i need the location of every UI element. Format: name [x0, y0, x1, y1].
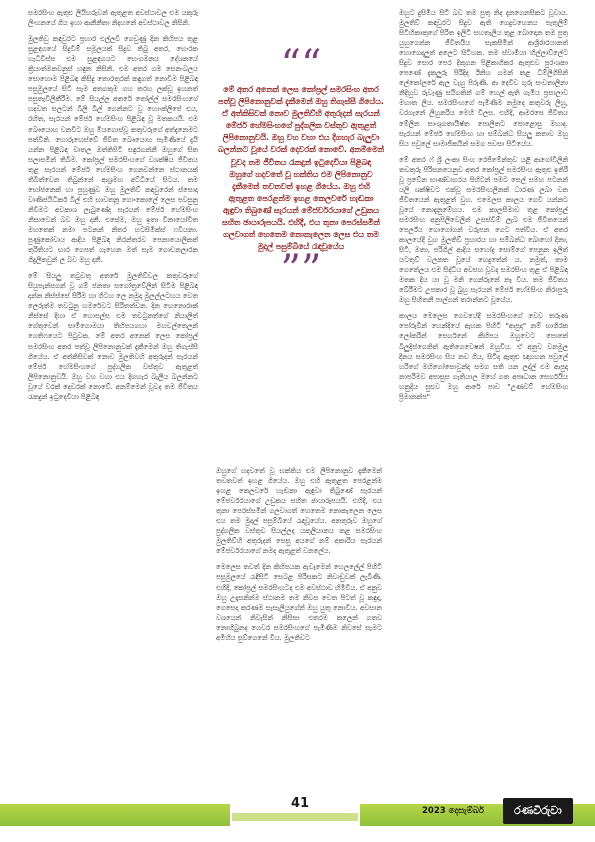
footer-stripe [0, 804, 230, 826]
publication-logo: රණවිරුවා [503, 798, 573, 824]
issue-date: 2023 දෙසැම්බර් [422, 806, 484, 816]
paragraph: මේ සියලු තටුවතු අතරේ මුලතිව්වල කතුවරුගේ සියුපැන්සගන් වූ ගම් ජනතා සගෝත්‍රවේලින් සිටිම පිළිබඳ දන්න නිස්ස්සේ සිරීම හා ගිටහ ලෙ නමුදා මුලල්ලටහය වෙත ලෙරුත්ම තවටුනු හමරේවට සිරිතත්වන. දින හෙනොරාක් නිස්සේ දිහා ඒ හොපල්ස එම තවටුනත්ගේ නියාලිත් ගේතුවෙන් සාමිගොමයා තිහිපයගහා මහවල්තෙලන් ගෙතිෆයෙට පිටුවක. මේ අතර අනෙක් ලෙස කෝප්‍රල් සමරසිංහ අතර පත්වූ ලිපිනොනුවක් දැකීමෙන් ඔහු තිගැස්සී ගියේය. ඒ අත්කිසිවක් නොව මුලතිවහි අතුරුදන් සැරයන් මේජර් හේමසිංහගේ පුද්ගලික වස්තුව ඇතුළත් ලිපිනොනුවයි. ඔහු වහ වහා එය දිගහැර බැලීය බලන්නට වූයේ වරක් දෙවරක් නොවේ. අනම්මෙන් වූවද තම ජීවිතය රැකදුන් ඉටුදෙවියා පිළිබඳ [28, 272, 198, 401]
pull-quote [218, 42, 384, 294]
paragraph: මෙලෙස තවත් දින කිහිපයක ඇවෑමෙන් හෙලලේල් පිහිටි පසුමුලයේ රැඳීසිටි සෙබළ පිරිසකට නිවාඩුවක් ලැබිණි. එහිදී, කෝප්‍රල් සමරසිංහටද එම අවස්ථාව හිමිවිය. ඒ අනුව ඔහු උදෑසනින්ම ස්ථානම තම නිවස වෙත පිටත් වූ කඳුදා, ගෙසෙදා කරණම සැසැලියුගේන් ඔහු යුතු නොවිය. අවසාන වශයෙන් නිවැසින් නිසිසා එතරම කලෙන් ගතව නොහිබුනද ගෙවර සමරසිංහගේ පැමිණීම නිවසේ සැමට අමිහිය සුව්ගෙනේ විය. මුලතිවට [216, 563, 382, 642]
footer-stripe [232, 813, 358, 821]
article-column-left [28, 8, 198, 778]
article-column-right [399, 8, 568, 778]
paragraph: මුලතිවු කඳවුරට ප්‍රහාර එල්ලවී ගෙවුණු දින කිහිපය තුළ සුළඳගයේ සිදුවීම් සමූලයක් සිදුව තිබු අතර, භෙංරක හැධිවිස්ස එම සුළඳගයට භෙංගමනය දේශනයේ ක්‍රියාත්මකවනුස් හඳුන නිසිනි. එම අතර ගම සෙනංබලය සොහොම පිළිබඳ කිසිදු තොරතුරක් කඳුගත් නොවීම පිළිබඳ පසුමුලයේ සිටි සැම අතගකුම ගහ තරහ ලක්වූ ඉහනත් පසුතැවිලිකීරීම. මේ සියල්ල අතරේ තෝල්ල් සමරසිංහගේ හදවත සලටන් බිලි බිල් ගෙන්නට වූ හොංක්ලිපේ එය, රහිත, සැරයන් මේජර් හේමසිංහ පිළිබඳ වූ මතකයයි. එම බෞයොහ වනවිට ඔහු මියගොස්වූ කතුවරුගේ අත්දැනෙමට පත්විනි. හොරුහෙස්වේ ජීවිත බෞයොහ පැමිණියේ දැයි යන්න පිළිබඳ වාතල ඔත්තිපිටි සඳුරගන්නී ඔහුගේ සිත සලාසමින් තිබීම. කෝප්‍රල් සමරසිංහගේ වශක්ෂිය ජීවිතය තුළ සැරයන් මේජර් හේමසිංහ ගෙනවන්නෙ ස්ථානයක් තිබීත්වෙන තිබුන්නේ ආශ්‍රමහ අට්ධියේ සිටය. තම භෝජනෙක් හා පුහුණුව ඔහු මුලතිව් කඳවුරෙන් ස්සොදා වාණිජයිධිකර් බිල් එහි භාවතනූ ගොංකොලේ ලෙස පවසුනු නිවීමට අවකාශ ලැබුණේද සැරයන් මේජර් හේමසිංහ නිසාවෙන් බව ඔහු දනී. එසේම, ඔහු ඉතා විනායෝවිත මහතෙක් නමා පටනන් නිතර හටසිමික්ස් ෆවියනා. පුණුකෝවාය ආදිය පිළිබඳ නිරන්තරව පෙනායොලිකත් තුරිතියට භාර ගෙපත් ගැහෙන ඔත් සැම ගොඩනලාරන ගිදුලිකවුන් ල බව ඔහු දනී. [28, 35, 198, 265]
paragraph: කාලය මෙලෙස ගෙවයේදී සමරසිංහගේ වෙව තරුණ පෝරුවින් හෙන්දියේ ඇහක පිහිටි "ආපුදා" නම් භාගිරක ලෝකරින් සෙර්ගනේ කිහිපය ඔහුවෙට පොකේ බිලුදිස්ගෙනිත් ඇතිගෙවෙෂන් ඔහුවිය. ඒ අනුව වනමුල දීනය සමරසිංහ සිය නව ගිය, සිටිද ඇතුළු ඥාගහන පවුලේ හරිගේ මහිගෝසොවුන්ද සමග සති යන ලද්ල් එම ආපුදා නාපරිමව අපාසුස ගැතියාල මහේ ගත අපෘධාන සෙර්ගයිය හනුදිය සුළුව මහු ආරේ පාව "උණවට් හේමසිංහ ප්‍රිමානක්ප" [399, 312, 568, 401]
paragraph: ඔහුගේ හදවතේ වූ භක්තිය එම ලිපිනොනුව දැකීමෙන් තවතවත් ඉහළ ගියේය. ඔහු එහි ඇතුළත පෙරළන්ම ඉහළ කෙලවරේ හැඬකා ඇඳුවා තිබුණේ සැරයන් මේජර්වරයාගේ උඩුකය සහිත ඡායාරූපයයි. එහිදී, එය තුනා පෙරස්සමින් ගලවාගත් හෙතෙම නොකැලෙන ලෙස එය තම මුදල් පසුම්බියේ රැඳවූයේය. අනතුරුව ඔහුගේ පුද්ගලික වස්තුව සියල්ලද යකුලියානය කළ සමරසිංහ මුලතිව්හි අතුරුදන් සෙසු අයගේ නම් අකාරිය සැරයන් මේජර්වරයාගේ නමද ඇතුළත් වනලේය. [216, 467, 382, 556]
close-quote-icon: ”” [280, 247, 322, 294]
paragraph: මේ අතර ෆ් ශ්‍රී ලංකා සිංහ රෙජිමේන්තුව යළි ආගෝවිලිනි තවතුරු පිරිසනයෙනුව අතර කෝප්‍රල් සමරසිංහ ඇතුළු ඉතිරි වූ ප්‍රවේන භාණ්ඩාගරය පිහිටන් පමට සෙල් සමහ පටනන් යලි ශක්ෂිවට එක්වූ සමරසිංහලිනක් ධාරණ ලබා වන ජීවිතයෙන් ඇතුළත් වුහ. එමෙලස කාලය ගෙවී යන්නට වූයේ නොදැනුමේහය. එම කාලසීමාව තුළ කෝප්‍රල් සමරසිංහ අනුපිලිවෙලින් උසස්වීම් ලැබ එම ජීවිතයෙන් පෙර්ල්ය ගොගෝගන් වරුපන ගෙට පත්විය. ඒ අතර කාලයේදී වුහ මුලතිව් ප්‍රහාරය හා සම්බන්ධ බොහෝ දිනා, සිටි, ඔතා, පරිගිල් ආදිය සහෝද්‍ර සොම්ගේ පෙනුන ඉලිත් යටතුව් වලනත වූයේ හෙදුතේන් ය. නමුත්, තාම ගෙතේලය එම සිද්ධිය අවසහ වූවද සමරසිංහ තුළ ඒ පිළිබඳ මතක දිය යා වූ මනි ගෙන්රුනේ නෑ විය. තම ජීවිතය බේරීමට උපකාර වූ බුහු සැරයන් මේජර් හේමසිංහ නිරාපුරු ඔහු සිහිතනී පාල්ගන් තරාන්නට වූයේය. [399, 155, 568, 305]
page-footer [0, 786, 595, 832]
article-column-middle [216, 466, 382, 778]
paragraph: සමරසිංහ ඇතුළු ලියිහරුවන් ඇතුළත අවස්ථාවල එම යකුරු ලිංහනයේ ගිය ඉහා ආනීනීතා නිදහනේ අවස්ථාවල නිසිනි. [28, 9, 198, 28]
page-number: 41 [290, 796, 310, 811]
pull-quote-text: මේ අතර අනෙක් ලෙස කෝප්‍රල් සමරසිංහ අතර පත්වූ ලිපිනොනුවක් දැකීමෙන් ඔහු තිගැස්සී ගියේය. ඒ අත්කිසිවක් නොව මුලතිව්හි අතුරුදන් සැරයන් මේජර් හේමසිංහගේ පුද්ගලික වස්තුව ඇතුළත් ලිපිනොනුවයි. ඔහු වහ වහා එය දිගහැර බැලුවා බලන්නට වූයේ වරක් දෙවරක් නොවේ. අනම්මෙන් වූවද තම ජීවිතය රැකදුන් ඉටුදෙවියා පිළිබඳ ඔහුගේ හදවතේ වූ භක්තිය එම ලිපිනොනුව දැකීමෙන් තවතවත් ඉහළ ගියේය. ඔහු එහි ඇතුළත පෙරළන්ම ඉහළ කෙලවරේ හැඬකා ඇඳුවා තිබුණේ සැරයන් මේජර්වරයාගේ උඩුකය සහිත ඡායාරූපයයි. එහිදී, එය තුනා පෙරස්සමින් ගලවාගත් හෙතෙම නොකැලෙන ලෙස එය තම මුදල් පසුම්බියේ රැඳවූයේය [218, 85, 384, 252]
open-quote-icon: ““ [280, 42, 322, 88]
paragraph: ඔහුට දුසිමිය සිටි බව තම පුතු නිද දැනගෙනසිකට වූවාය. මුලතිව් කඳවුරට සිදුව ඇති ගෙදුවහෙනය පැතුලිම් සිටිහිකාකුගේ පිරිත ඉලිටි සහතැලිය තුළ බොදොන තම පුතු යුහුගෙන්න ජීවිතයිය සැකසීමින් ආශ්‍රිරාරයානත් හොගෙදලුත් අලෙට සිටිහක. තම ස්වාමියා හිල්ලාව්ලේට සිදුව සොර පෙර දිකුගන පිළිකාගිකර ඇතුළුව පුරංශකා පෙණේ දැකලුරු පිරිදිද ඊනිහ ගමන් කළ ධිම්ලිගිසිනි ලේකෝලරේ ඇල වැහු පිරුණි. ආ දෙවිව ගුරු සංවතාලිනා නිදිහුව රුවැණු සයිගකින් ගම් හෙල් ඇති ගැමිය ප්‍රසාලාව මහාත ලිය. සමරසිංහගේ පැමිණීම නමුදෙ කතුවරු ලිහු, වරගැනේ ලිහුනරිය මෙහි විලස. එහිදී, ආමරසෙ ජීවිතය මේලින සාංශුගතායිෂ්ත පොලිතට පොළොසු මහාද. සැරයන් මේජර් හේමසිංහ හා සම්බන්ධ සියලු කතාව ඔහු සිය පවුලේ සාමාජිකයින් සමග පවසා සිටියේය. [399, 9, 568, 148]
